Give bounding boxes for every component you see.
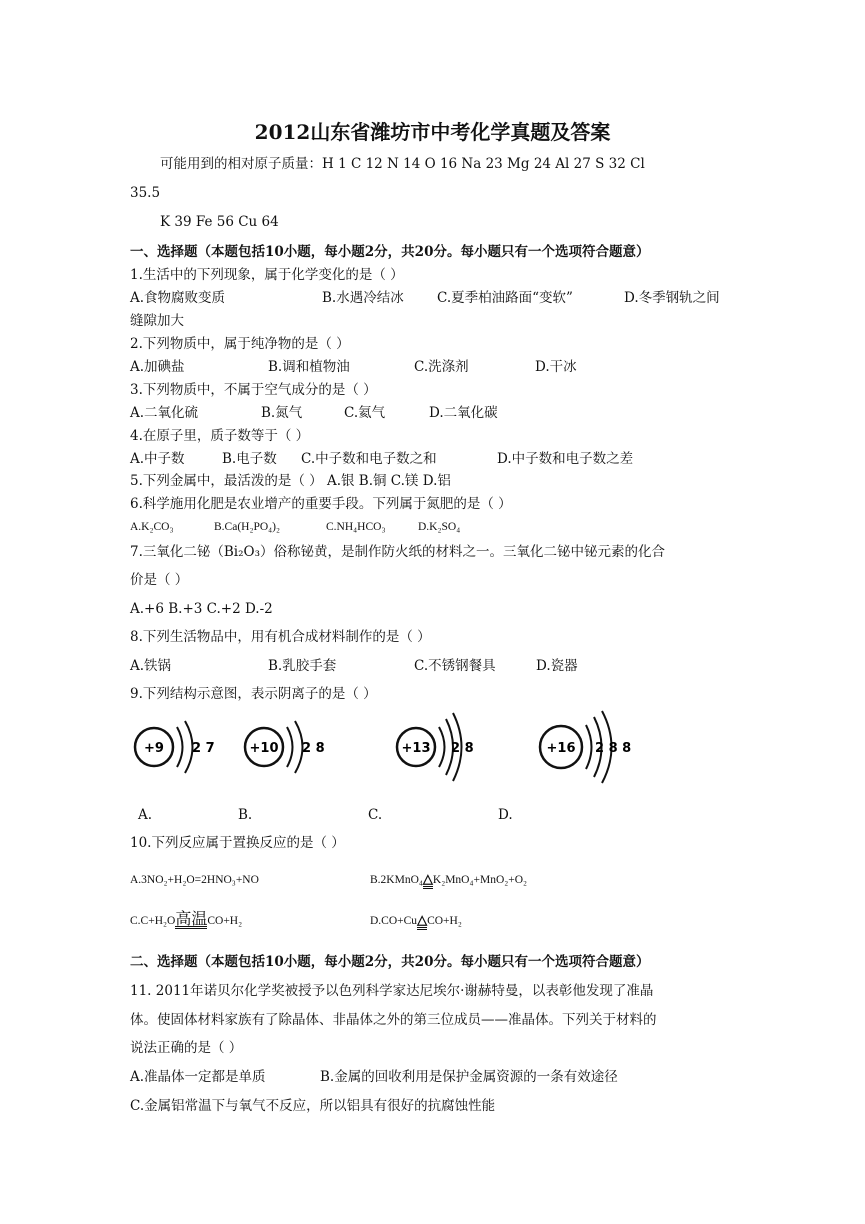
q1-option-b: B.水遇冷结冰	[322, 290, 404, 306]
question-9-stem: 9.下列结构示意图，表示阴离子的是（ ）	[130, 686, 377, 702]
atomic-mass-line-2: 35.5	[130, 185, 161, 201]
q9-label-c: C.	[368, 807, 383, 823]
q10-d-condition: △	[417, 913, 427, 930]
atom-diagram-c	[392, 705, 492, 789]
q4-option-b: B.电子数	[222, 451, 277, 467]
shell-electrons: 2 7	[192, 741, 215, 756]
question-1-option-d-cont: 缝隙加大	[130, 313, 184, 329]
section-1-heading: 一、选择题（本题包括10小题，每小题2分，共20分。每小题只有一个选项符合题意）	[130, 244, 650, 260]
q2-option-c: C.洗涤剂	[414, 359, 469, 375]
q4-option-a: A.中子数	[130, 451, 185, 467]
q6-option-a: A.K₂CO₃	[130, 521, 174, 533]
q11-option-a: A.准晶体一定都是单质	[130, 1069, 266, 1085]
question-10-stem: 10.下列反应属于置换反应的是（ ）	[130, 835, 345, 851]
q9-label-b: B.	[238, 807, 253, 823]
q10-option-c	[130, 909, 243, 930]
q10-b-reactants: B.2KMnO₄	[370, 874, 423, 886]
q2-option-a: A.加碘盐	[130, 359, 185, 375]
question-6-stem: 6.科学施用化肥是农业增产的重要手段。下列属于氮肥的是（ ）	[130, 496, 512, 512]
q3-option-b: B.氮气	[261, 405, 303, 421]
question-5: 5.下列金属中，最活泼的是（ ） A.银 B.铜 C.镁 D.铝	[130, 473, 451, 489]
q9-label-a: A.	[138, 807, 153, 823]
shell-electrons: 2 8 8	[595, 741, 632, 756]
page-title: 2012山东省潍坊市中考化学真题及答案	[254, 120, 611, 144]
q4-option-d: D.中子数和电子数之差	[497, 451, 634, 467]
q3-option-c: C.氦气	[344, 405, 386, 421]
q6-option-d: D.K₂SO₄	[418, 521, 461, 533]
nucleus-label: +10	[249, 741, 279, 756]
q8-option-b: B.乳胶手套	[268, 658, 337, 674]
question-8-stem: 8.下列生活物品中，用有机合成材料制作的是（ ）	[130, 629, 431, 645]
question-2-stem: 2.下列物质中，属于纯净物的是（ ）	[130, 336, 350, 352]
question-7-stem: 7.三氧化二铋（Bi₂O₃）俗称铋黄，是制作防火纸的材料之一。三氧化二铋中铋元素的化合	[130, 544, 666, 560]
q1-option-a: A.食物腐败变质	[130, 290, 226, 306]
shell-electrons: 2 8	[451, 741, 474, 756]
question-11-line-3: 说法正确的是（ ）	[130, 1040, 243, 1056]
question-11-line-1: 11. 2011年诺贝尔化学奖被授予以色列科学家达尼埃尔·谢赫特曼，以表彰他发现了准晶	[130, 983, 654, 999]
q6-option-c: C.NH₄HCO₃	[326, 521, 386, 533]
atom-diagram-a	[130, 705, 220, 789]
q10-b-products: K₂MnO₄+MnO₂+O₂	[432, 874, 528, 886]
atomic-mass-line-1: 可能用到的相对原子质量：H 1 C 12 N 14 O 16 Na 23 Mg 24 Al 27 S 32 Cl	[160, 156, 645, 172]
q9-label-d: D.	[498, 807, 513, 823]
q10-option-a: A.3NO₂+H₂O=2HNO₃+NO	[130, 874, 259, 886]
q2-option-d: D.干冰	[535, 359, 577, 375]
q11-option-b: B.金属的回收利用是保护金属资源的一条有效途径	[320, 1069, 618, 1085]
q8-option-d: D.瓷器	[536, 658, 578, 674]
question-3-stem: 3.下列物质中，不属于空气成分的是（ ）	[130, 382, 377, 398]
q10-c-products: CO+H₂	[207, 915, 243, 927]
q4-option-c: C.中子数和电子数之和	[301, 451, 437, 467]
atom-diagram-d	[535, 705, 645, 789]
q1-option-c: C.夏季柏油路面“变软”	[437, 290, 573, 306]
q3-option-d: D.二氧化碳	[429, 405, 498, 421]
q10-c-condition: 高温	[175, 909, 208, 928]
q10-option-b	[370, 871, 527, 889]
nucleus-label: +13	[401, 741, 431, 756]
nucleus-label: +16	[546, 741, 576, 756]
q2-option-b: B.调和植物油	[268, 359, 350, 375]
q11-option-c: C.金属铝常温下与氧气不反应，所以铝具有很好的抗腐蚀性能	[130, 1098, 496, 1114]
shell-electrons: 2 8	[302, 741, 325, 756]
q10-d-products: CO+H₂	[427, 915, 462, 927]
question-7-options: A.+6 B.+3 C.+2 D.-2	[130, 601, 273, 617]
q8-option-c: C.不锈钢餐具	[414, 658, 496, 674]
q10-d-reactants: D.CO+Cu	[370, 915, 418, 927]
question-11-line-2: 体。使固体材料家族有了除晶体、非晶体之外的第三位成员——准晶体。下列关于材料的	[130, 1012, 657, 1028]
question-1-stem: 1.生活中的下列现象，属于化学变化的是（ ）	[130, 267, 404, 283]
q1-option-d: D.冬季钢轨之间	[624, 290, 720, 306]
question-7-stem-cont: 价是（ ）	[130, 572, 189, 588]
q6-option-b: B.Ca(H₂PO₄)₂	[214, 521, 281, 533]
nucleus-label: +9	[144, 741, 164, 756]
question-4-stem: 4.在原子里，质子数等于（ ）	[130, 428, 310, 444]
q10-option-d	[370, 912, 462, 930]
section-2-heading: 二、选择题（本题包括10小题，每小题2分，共20分。每小题只有一个选项符合题意）	[130, 954, 650, 970]
q3-option-a: A.二氧化硫	[130, 405, 199, 421]
q10-c-reactants: C.C+H₂O	[130, 915, 176, 927]
atom-diagram-b	[240, 705, 330, 789]
atomic-mass-line-3: K 39 Fe 56 Cu 64	[160, 214, 279, 230]
q8-option-a: A.铁锅	[130, 658, 172, 674]
q10-b-condition: △	[423, 872, 433, 889]
